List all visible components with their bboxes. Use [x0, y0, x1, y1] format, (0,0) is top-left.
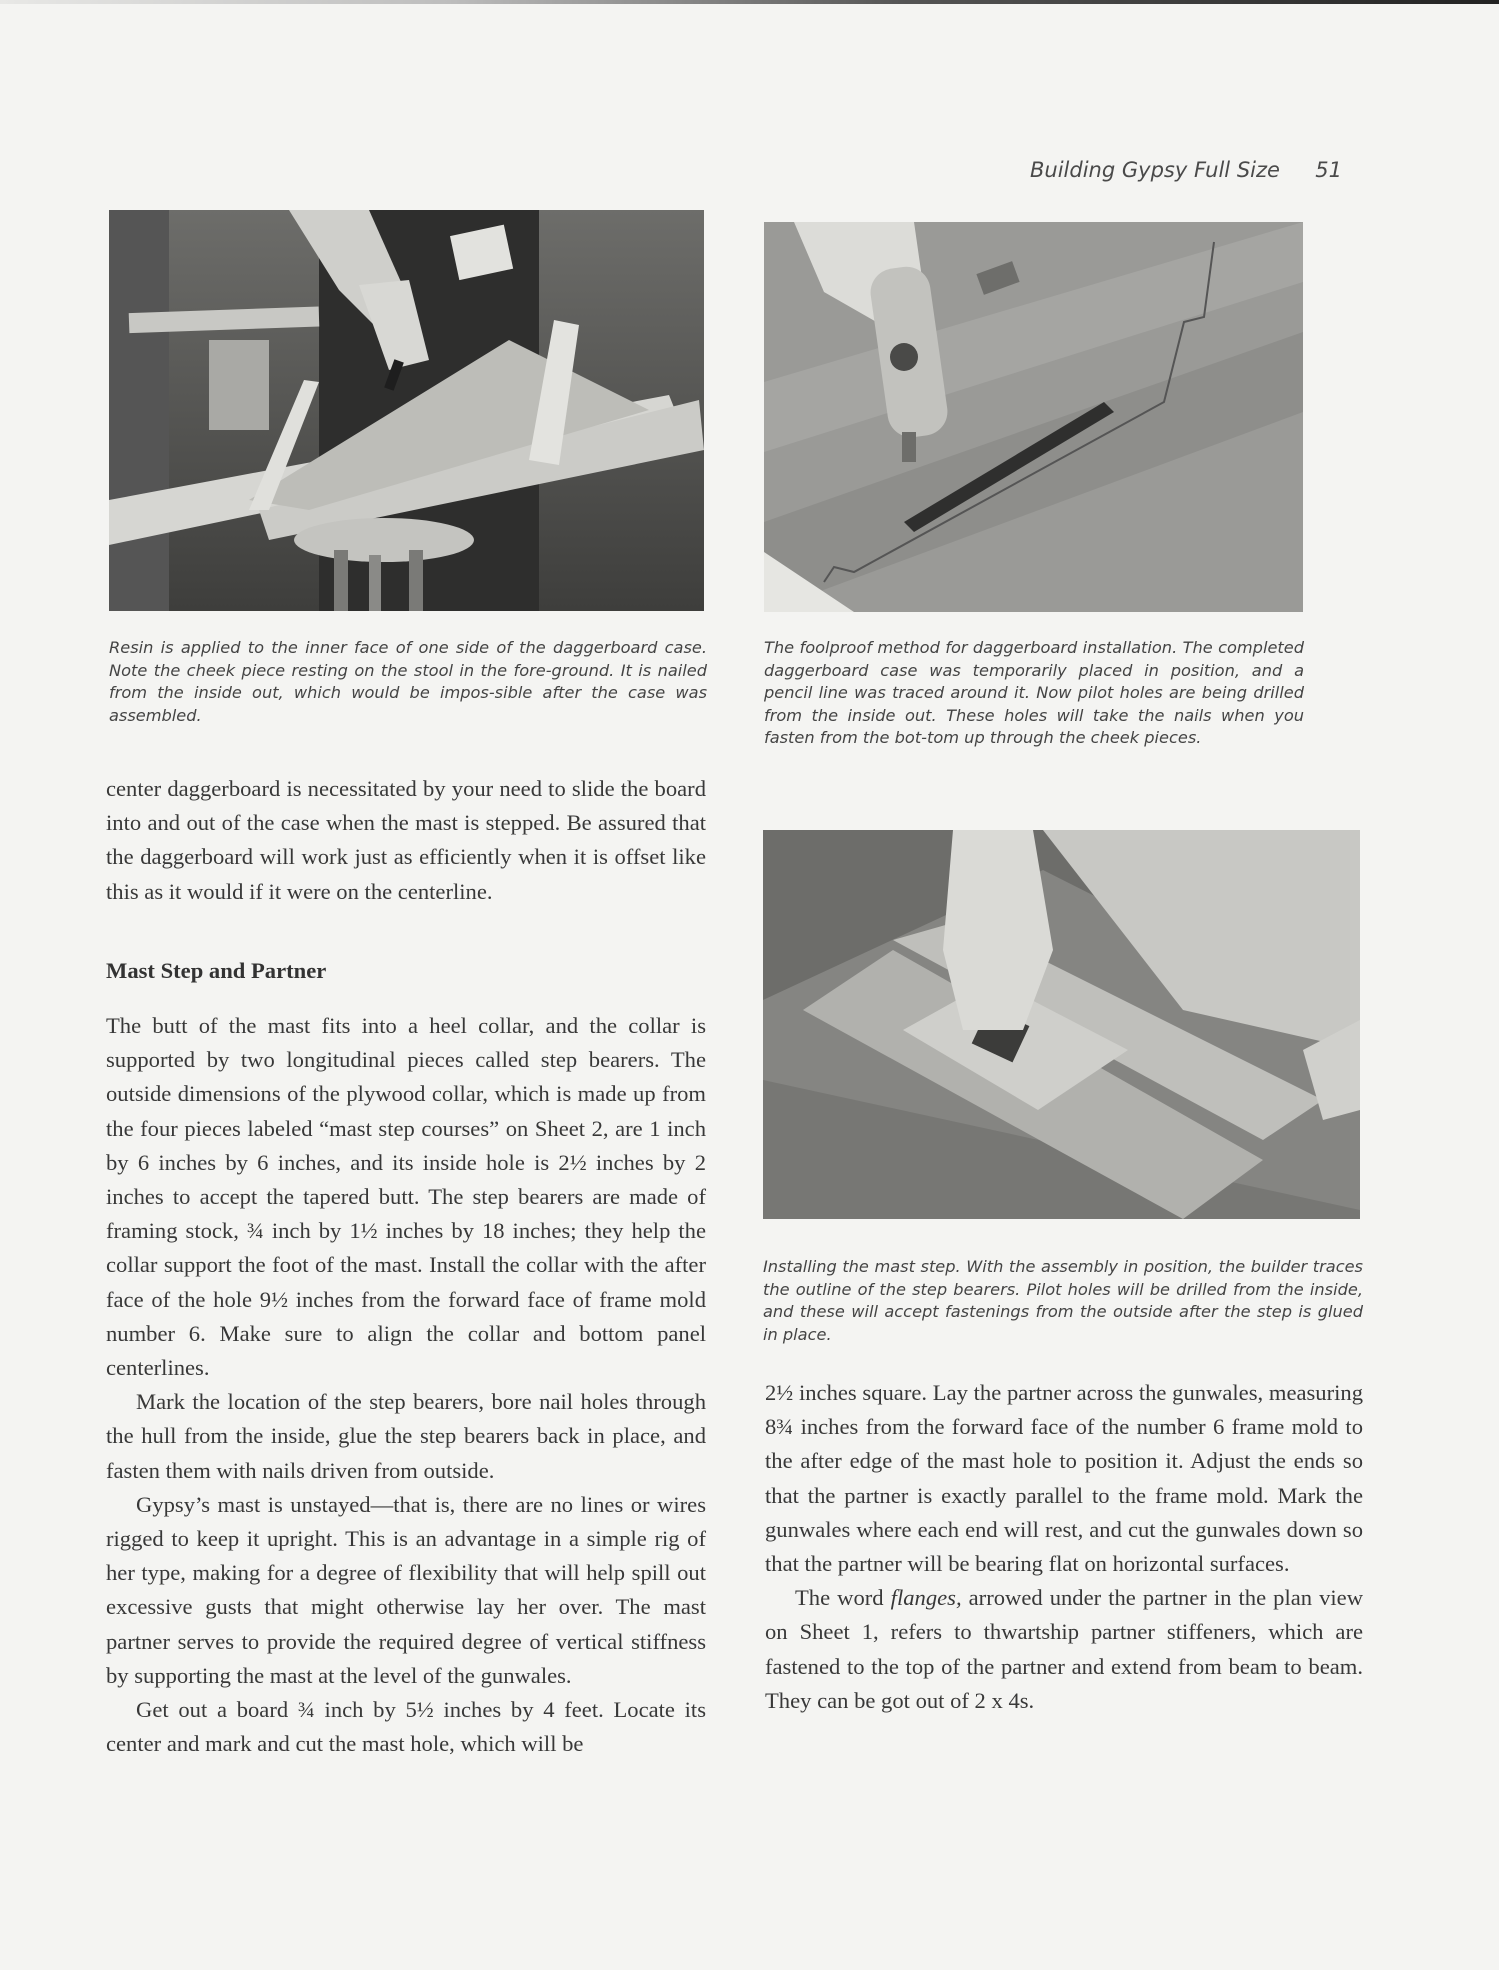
figure-photo-drilling	[764, 222, 1303, 612]
photo-drilling-illustration	[764, 222, 1303, 612]
page-number: 51	[1315, 158, 1342, 182]
right-column-body	[765, 1376, 1363, 1718]
paragraph: Gypsy’s mast is unstayed—that is, there are no lines or wires rigged to keep it upright. This is an advantage in a simple rig of her type, making for a degree of flexibility that will help spill out excessive gusts that might otherwise lay her over. The mast partner serves to provide the required degree of vertical stiffness by supporting the mast at the level of the gunwales.	[106, 1491, 706, 1688]
italic-term: flanges,	[890, 1585, 962, 1611]
paragraph: 2½ inches square. Lay the partner across the gunwales, measuring 8¾ inches from the forward face of the number 6 frame mold to the after edge of the mast hole to position it. Adjust the ends so that the partner is exactly parallel to the frame mold. Mark the gunwales where each end will rest, and cut the gunwales down so that the partner will be bearing flat on horizontal surfaces.	[765, 1380, 1363, 1577]
section-heading: Mast Step and Partner	[106, 958, 327, 983]
paragraph: The butt of the mast fits into a heel collar, and the collar is supported by two longitudinal pieces called step bearers. The outside dimensions of the plywood collar, which is made up from the four pieces labeled “mast step courses” on Sheet 2, are 1 inch by 6 inches by 6 inches, and its inside hole is 2½ inches by 2 inches to accept the tapered butt. The step bearers are made of framing stock, ¾ inch by 1½ inches by 18 inches; they help the collar support the foot of the mast. Install the collar with the after face of the hole 9½ inches from the forward face of frame mold number 6. Make sure to align the collar and bottom panel centerlines.	[106, 1013, 706, 1381]
paragraph: center daggerboard is necessitated by your need to slide the board into and out of the case when the mast is stepped. Be assured that the daggerboard will work just as efficiently when it is offset like this as it would if it were on the centerline.	[106, 776, 706, 904]
running-header-title: Building Gypsy Full Size	[1030, 158, 1280, 182]
left-column-body	[106, 1009, 706, 1761]
left-column-intro	[106, 772, 706, 909]
paragraph: Get out a board ¾ inch by 5½ inches by 4 feet. Locate its center and mark and cut the mast hole, which will be	[106, 1697, 706, 1757]
figure-photo-mast-step	[763, 830, 1360, 1219]
photo-mast-step-illustration	[763, 830, 1360, 1219]
scan-top-edge	[0, 0, 1499, 4]
figure-caption-mast-step: Installing the mast step. With the assembly in position, the builder traces the outline of the step bearers. Pilot holes will be drilled from the inside, and these will accept fastenings from the outside after the step is glued in place.	[763, 1257, 1363, 1344]
text-run: arrowed under the partner in the plan view on Sheet 1, refers to thwartship partner stiffeners, which are fastened to the top of the partner and extend from beam to beam. They can be got out of 2 x 4s.	[765, 1585, 1364, 1713]
photo-resin-illustration	[109, 210, 704, 611]
figure-caption-drilling: The foolproof method for daggerboard installation. The completed daggerboard case was temporarily placed in position, and a pencil line was traced around it. Now pilot holes are being drilled from the inside out. These holes will take the nails when you fasten from the bot-tom up through the cheek pieces.	[764, 638, 1304, 747]
figure-caption-resin: Resin is applied to the inner face of one side of the daggerboard case. Note the cheek piece resting on the stool in the fore-ground. It is nailed from the inside out, which would be impos-sible after the case was assembled.	[109, 638, 707, 725]
paragraph-flanges	[765, 1581, 1363, 1718]
figure-photo-resin	[109, 210, 704, 611]
text-run: The word	[795, 1585, 891, 1611]
paragraph: Mark the location of the step bearers, bore nail holes through the hull from the inside, glue the step bearers back in place, and fasten them with nails driven from outside.	[106, 1389, 706, 1483]
